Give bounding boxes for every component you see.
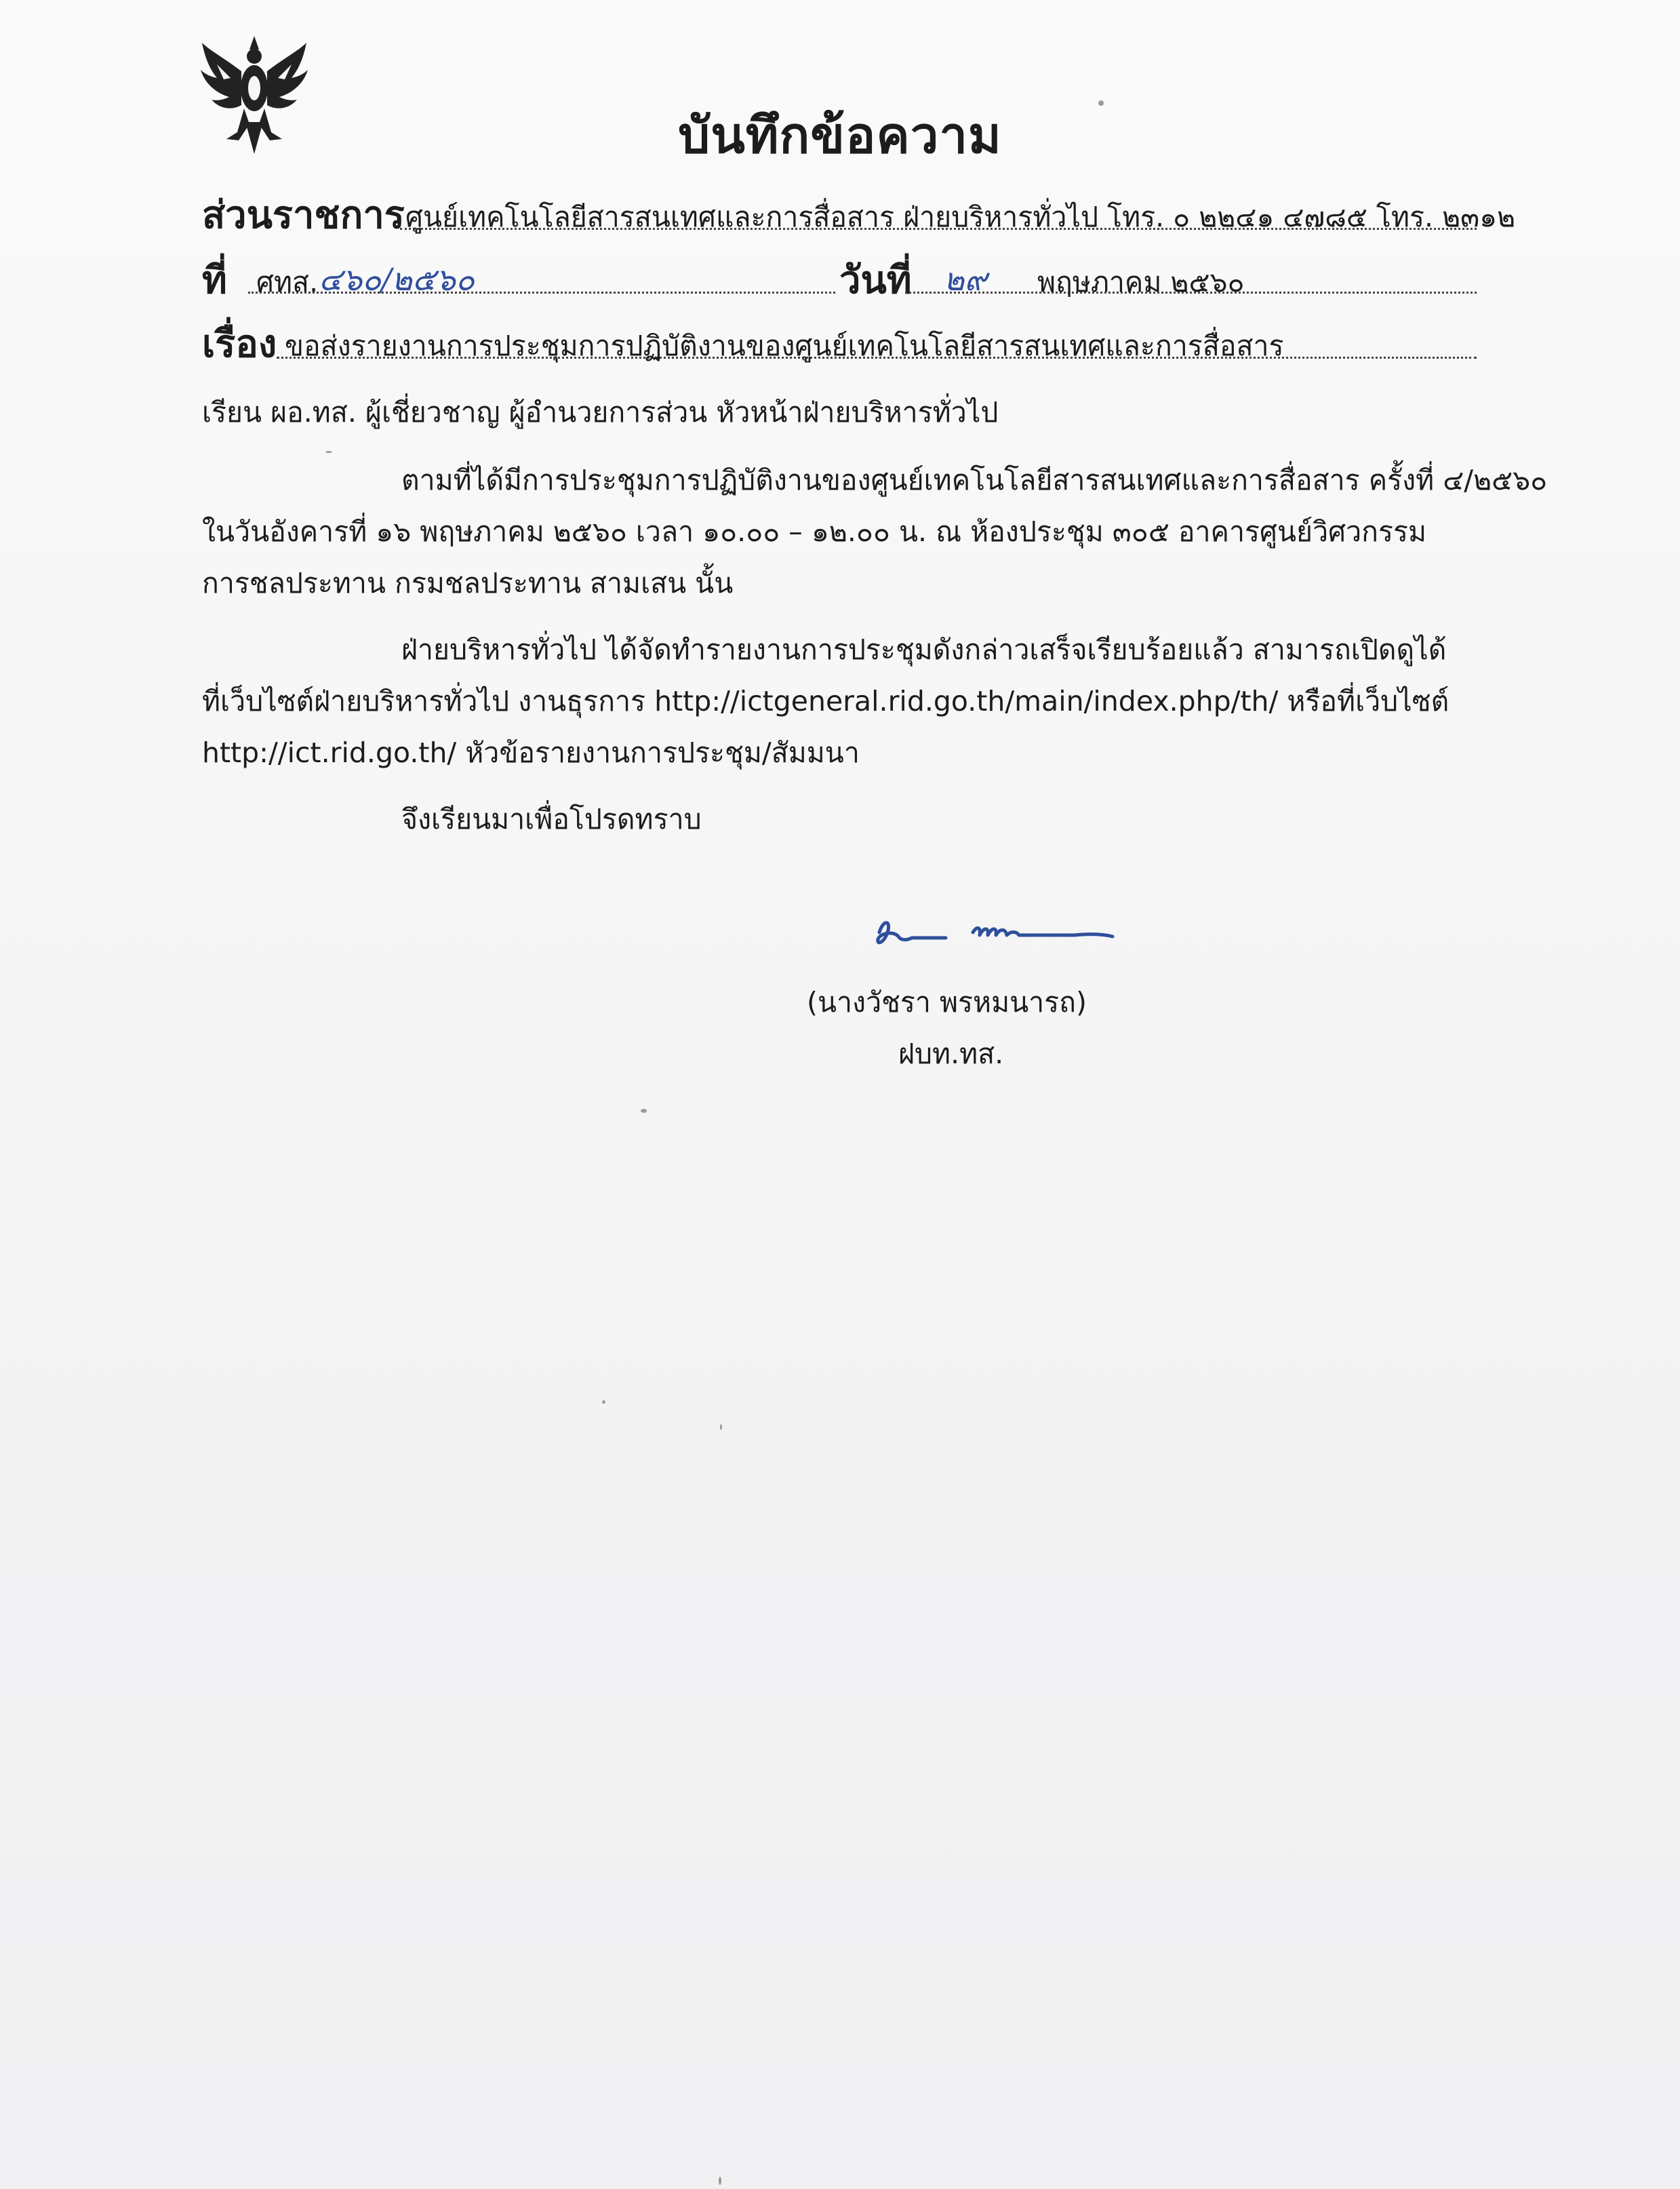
salutation: เรียน ผอ.ทส. ผู้เชี่ยวชาญ ผู้อำนวยการส่วน หัวหน้าฝ่ายบริหารทั่วไป (202, 396, 999, 429)
scan-speck (325, 451, 332, 453)
agency-label: ส่วนราชการ (202, 193, 405, 237)
agency-value: ศูนย์เทคโนโลยีสารสนเทศและการสื่อสาร ฝ่ายบริหารทั่วไป โทร. ๐ ๒๒๔๑ ๔๗๘๕ โทร. ๒๓๑๒ (405, 201, 1516, 233)
paragraph-2-line-2: ที่เว็บไซต์ฝ่ายบริหารทั่วไป งานธุรการ http://ictgeneral.rid.go.th/main/index.php/th/ หรือที่เว็บไซต์ (202, 685, 1449, 717)
paragraph-1-line-3: การชลประทาน กรมชลประทาน สามเสน นั้น (202, 567, 734, 599)
ref-label: ที่ (202, 258, 227, 302)
paragraph-2-line-3: http://ict.rid.go.th/ หัวข้อรายงานการประชุม/สัมมนา (202, 736, 860, 769)
date-day-handwritten: ๒๙ (944, 261, 988, 298)
scan-speck (1098, 100, 1104, 106)
signatory-position: ฝบท.ทส. (898, 1038, 1004, 1070)
signatory-name: (นางวัชรา พรหมนารถ) (807, 986, 1087, 1019)
date-label: วันที่ (839, 258, 912, 302)
scan-speck (602, 1400, 605, 1404)
handwritten-signature-icon (871, 912, 1122, 960)
paragraph-1-line-2: ในวันอังคารที่ ๑๖ พฤษภาคม ๒๕๖๐ เวลา ๑๐.๐๐ – ๑๒.๐๐ น. ณ ห้องประชุม ๓๐๕ อาคารศูนย์วิศวกรรม (202, 515, 1427, 548)
ref-number-handwritten: ๔๖๐/๒๕๖๐ (319, 261, 475, 298)
scan-speck (720, 1424, 722, 1430)
closing-line: จึงเรียนมาเพื่อโปรดทราบ (401, 803, 702, 835)
subject-label: เรื่อง (202, 322, 277, 366)
ref-prefix: ศทส. (256, 266, 319, 298)
scan-speck (719, 2177, 721, 2185)
date-month-year: พฤษภาคม ๒๕๖๐ (1037, 266, 1245, 298)
paragraph-1-line-1: ตามที่ได้มีการประชุมการปฏิบัติงานของศูนย์เทคโนโลยีสารสนเทศและการสื่อสาร ครั้งที่ ๔/๒๕๖๐ (401, 464, 1548, 496)
subject-value: ขอส่งรายงานการประชุมการปฏิบัติงานของศูนย์เทคโนโลยีสารสนเทศและการสื่อสาร (285, 330, 1284, 362)
paragraph-2-line-1: ฝ่ายบริหารทั่วไป ได้จัดทำรายงานการประชุมดังกล่าวเสร็จเรียบร้อยแล้ว สามารถเปิดดูได้ (401, 633, 1447, 666)
document-title: บันทึกข้อความ (678, 106, 1002, 165)
scan-speck (641, 1109, 647, 1113)
